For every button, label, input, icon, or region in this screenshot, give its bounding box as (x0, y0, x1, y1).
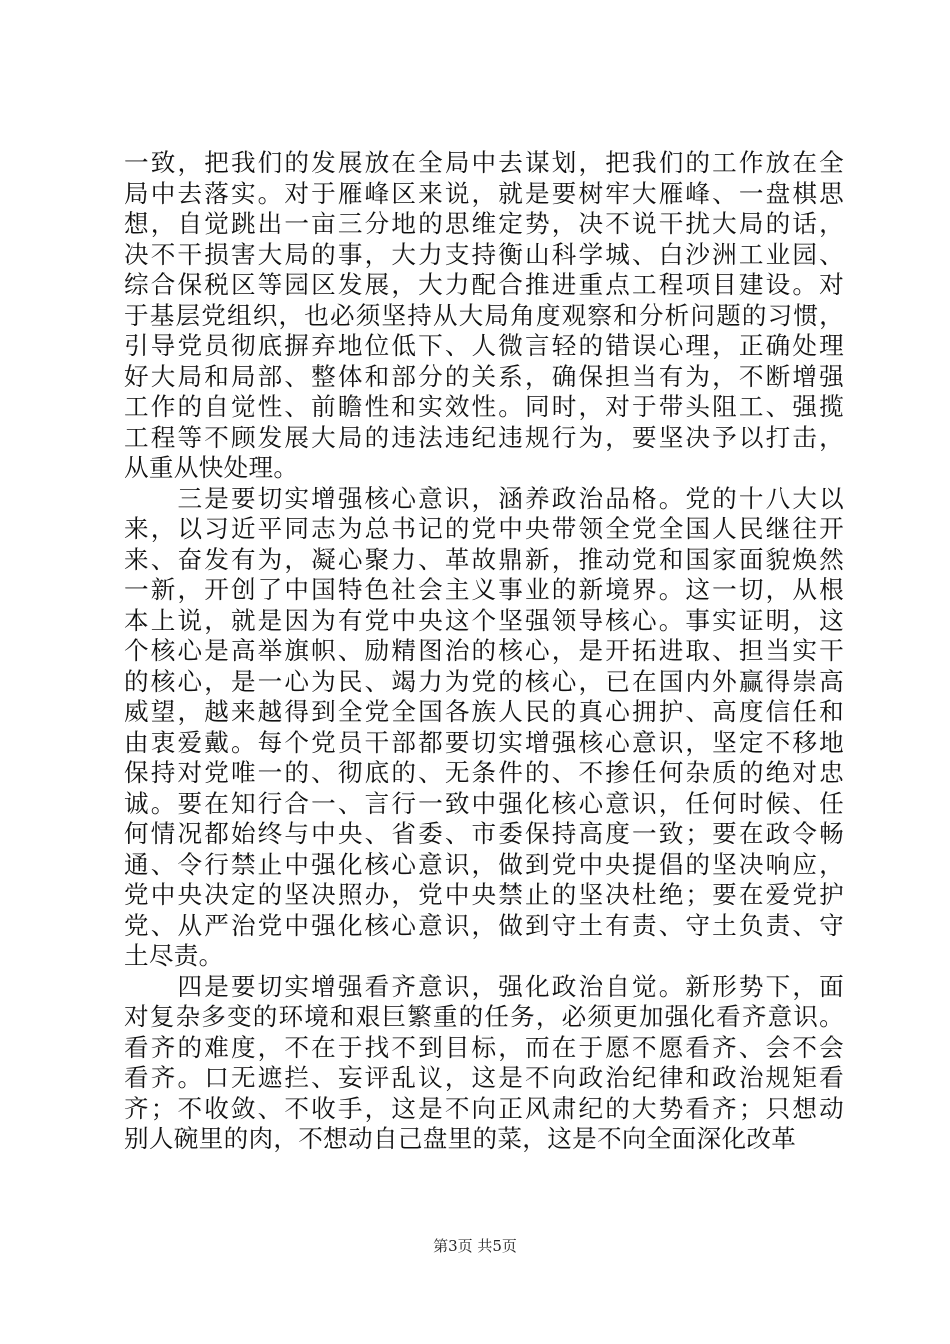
paragraph (124, 484, 844, 972)
text-line: 好大局和局部、整体和部分的关系，确保担当有为，不断增强 (124, 361, 844, 391)
text-line: 一致，把我们的发展放在全局中去谋划，把我们的工作放在全 (124, 148, 844, 177)
text-line: 来，以习近平同志为总书记的党中央带领全党全国人民继往开 (124, 514, 844, 543)
text-line: 一新，开创了中国特色社会主义事业的新境界。这一切，从根 (124, 575, 844, 604)
text-line: 何情况都始终与中央、省委、市委保持高度一致；要在政令畅 (124, 819, 844, 848)
text-line: 工程等不顾发展大局的违法违纪违规行为，要坚决予以打击， (124, 422, 844, 452)
text-line: 威望，越来越得到全党全国各族人民的真心拥护、高度信任和 (124, 697, 844, 726)
text-line: 对复杂多变的环境和艰巨繁重的任务，必须更加强化看齐意识。 (124, 1002, 844, 1031)
text-line: 土尽责。 (124, 941, 224, 970)
text-line: 党中央决定的坚决照办，党中央禁止的坚决杜绝；要在爱党护 (124, 880, 844, 909)
text-line: 个核心是高举旗帜、励精图治的核心，是开拓进取、担当实干 (124, 636, 844, 665)
text-line: 来、奋发有为，凝心聚力、革故鼎新，推动党和国家面貌焕然 (124, 544, 844, 574)
text-line: 的核心，是一心为民、竭力为党的核心，已在国内外赢得崇高 (124, 666, 844, 696)
page-number-label: 第3页 共5页 (433, 1237, 517, 1255)
text-line: 由衷爱戴。每个党员干部都要切实增强核心意识，坚定不移地 (124, 727, 844, 757)
text-line: 局中去落实。对于雁峰区来说，就是要树牢大雁峰、一盘棋思 (124, 178, 844, 208)
paragraph (124, 148, 844, 484)
text-line: 引导党员彻底摒弃地位低下、人微言轻的错误心理，正确处理 (124, 331, 844, 360)
text-line: 本上说，就是因为有党中央这个坚强领导核心。事实证明，这 (124, 605, 844, 635)
text-line: 诚。要在知行合一、言行一致中强化核心意识，任何时候、任 (124, 788, 844, 818)
text-line: 党、从严治党中强化核心意识，做到守土有责、守土负责、守 (124, 910, 844, 940)
text-line: 于基层党组织，也必须坚持从大局角度观察和分析问题的习惯， (124, 300, 844, 330)
text-line: 综合保税区等园区发展，大力配合推进重点工程项目建设。对 (124, 270, 844, 299)
text-line: 决不干损害大局的事，大力支持衡山科学城、白沙洲工业园、 (124, 239, 844, 269)
text-line: 齐；不收敛、不收手，这是不向正风肃纪的大势看齐；只想动 (124, 1093, 844, 1123)
text-line: 保持对党唯一的、彻底的、无条件的、不掺任何杂质的绝对忠 (124, 758, 844, 787)
text-line: 四是要切实增强看齐意识，强化政治自觉。新形势下，面 (124, 971, 844, 1001)
text-line: 从重从快处理。 (124, 453, 299, 482)
document-body (124, 148, 844, 1155)
text-line: 看齐的难度，不在于找不到目标，而在于愿不愿看齐、会不会 (124, 1032, 844, 1062)
text-line: 看齐。口无遮拦、妄评乱议，这是不向政治纪律和政治规矩看 (124, 1063, 844, 1092)
text-line: 通、令行禁止中强化核心意识，做到党中央提倡的坚决响应， (124, 849, 844, 879)
text-line: 想，自觉跳出一亩三分地的思维定势，决不说干扰大局的话， (124, 209, 844, 238)
text-line: 工作的自觉性、前瞻性和实效性。同时，对于带头阻工、强揽 (124, 392, 844, 421)
page-footer (0, 1236, 950, 1256)
paragraph (124, 972, 844, 1155)
text-line: 别人碗里的肉，不想动自己盘里的菜，这是不向全面深化改革 (124, 1124, 797, 1153)
text-line: 三是要切实增强核心意识，涵养政治品格。党的十八大以 (124, 483, 844, 513)
